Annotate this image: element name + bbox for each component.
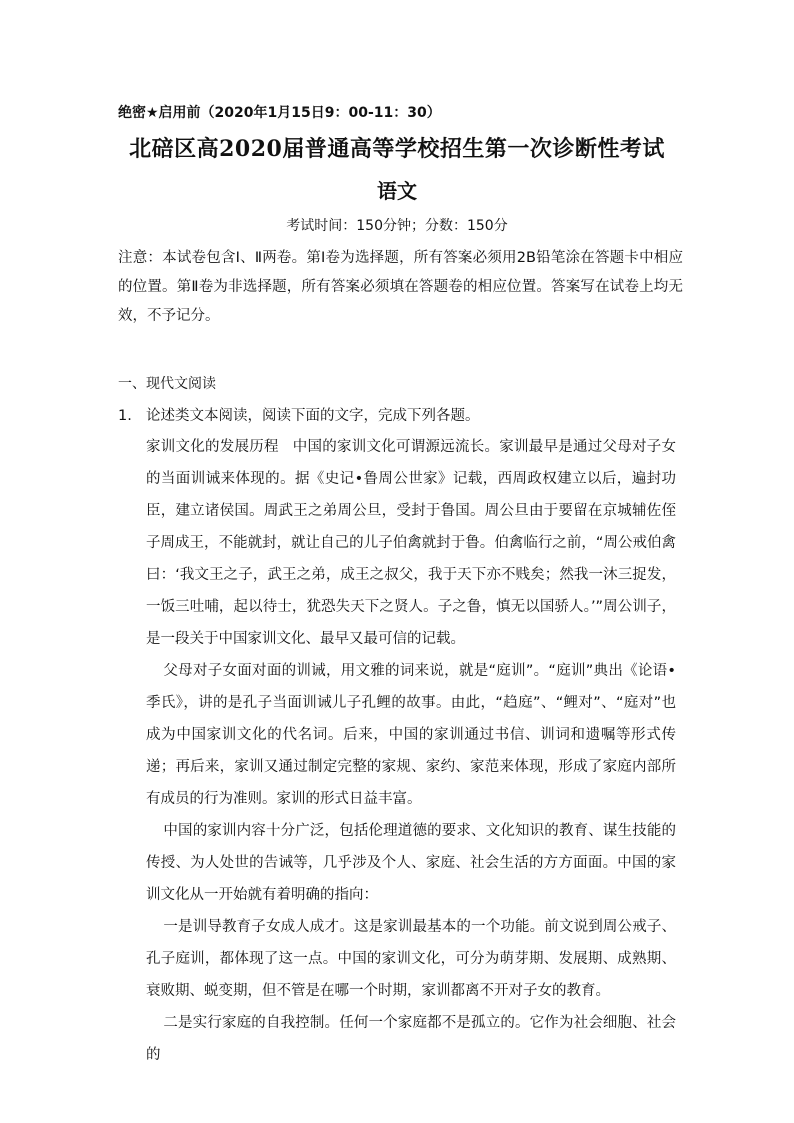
question-prompt — [118, 404, 480, 425]
exam-title: 北碚区高2020届普通高等学校招生第一次诊断性考试 — [129, 136, 665, 162]
paragraph-1-text: 中国的家训文化可谓源远流长。家训最早是通过父母对子女的当面训诫来体现的。据《史记•鲁周公世家》记载，西周政权建立以后，遍封功臣，建立诸侯国。周武王之弟周公旦，受封于鲁国。周公旦由于要留在京城辅佐侄子周成王，不能就封，就让自己的儿子伯禽就封于鲁。伯禽临行之前，“周公戒伯禽曰：‘我文王之子，武王之弟，成王之叔父，我于天下亦不贱矣；然我一沐三捉发，一饭三吐哺，起以待士，犹恐失天下之贤人。子之鲁，慎无以国骄人。’”周公训子，是一段关于中国家训文化、最早又最可信的记载。 — [146, 439, 676, 647]
secret-note: 绝密★启用前（2020年1月15日9：00-11：30） — [118, 105, 441, 121]
paragraph-5: 二是实行家庭的自我控制。任何一个家庭都不是孤立的。它作为社会细胞、社会的 — [146, 1015, 676, 1063]
section-title: 一、现代文阅读 — [118, 376, 216, 392]
passage-heading: 家训文化的发展历程 — [146, 439, 279, 455]
subject-title: 语文 — [377, 179, 417, 203]
paragraph-2: 父母对子女面对面的训诫，用文雅的词来说，就是“庭训”。“庭训”典出《论语•季氏》，讲的是孔子当面训诫儿子孔鲤的故事。由此，“趋庭”、“鲤对”、“庭对”也成为中国家训文化的代名词。后来，中国的家训通过书信、训词和遗嘱等形式传递；再后来，家训又通过制定完整的家规、家约、家范来体现，形成了家庭内部所有成员的行为准则。家训的形式日益丰富。 — [146, 663, 676, 807]
reading-passage — [146, 431, 676, 1071]
paragraph-3: 中国的家训内容十分广泛，包括伦理道德的要求、文化知识的教育、谋生技能的传授、为人处世的告诫等，几乎涉及个人、家庭、社会生活的方方面面。中国的家训文化从一开始就有着明确的指向： — [146, 823, 676, 903]
question-number: 1. — [118, 408, 132, 424]
exam-notice: 注意：本试卷包含Ⅰ、Ⅱ两卷。第Ⅰ卷为选择题，所有答案必须用2B铅笔涂在答题卡中相应的位置。第Ⅱ卷为非选择题，所有答案必须填在答题卷的相应位置。答案写在试卷上均无效，不予记分。 — [118, 250, 683, 324]
paragraph-4: 一是训导教育子女成人成才。这是家训最基本的一个功能。前文说到周公戒子、孔子庭训，都体现了这一点。中国的家训文化，可分为萌芽期、发展期、成熟期、衰败期、蜕变期，但不管是在哪一个时期，家训都离不开对子女的教育。 — [146, 919, 676, 999]
question-text: 论述类文本阅读，阅读下面的文字，完成下列各题。 — [146, 408, 480, 424]
exam-info: 考试时间：150分钟；分数：150分 — [286, 218, 508, 234]
paragraph-1 — [146, 431, 676, 655]
